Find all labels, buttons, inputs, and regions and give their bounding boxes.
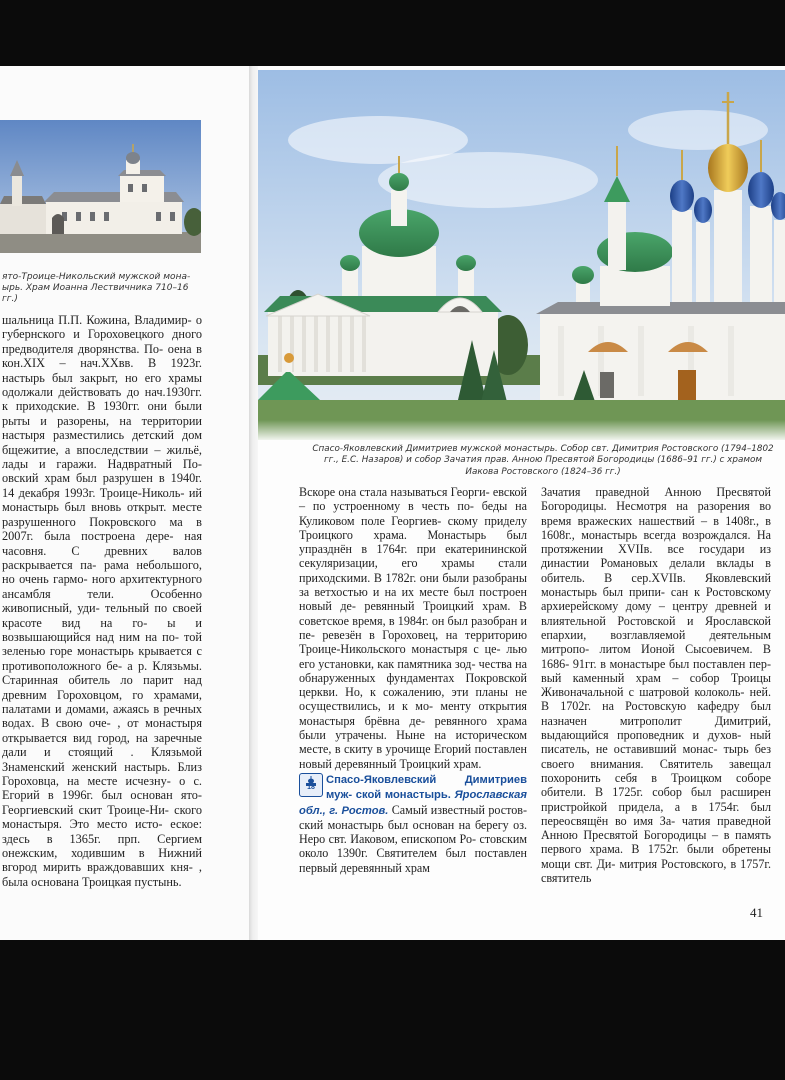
text-column-2 [541, 485, 771, 885]
section-text: Самый известный ростов- ский монастырь был основан на берегу оз. Неро свт. Иаковом, епископом Ро- стовским около 1390г. Святителем был поставлен первый деревянный храм [299, 802, 528, 875]
paragraph: Зачатия праведной Анною Пресвятой Богородицы. Несмотря на разорения во время вражеских нашествий – в 1408г., в 1608г., монастырь всегда возрождался. На протяжении XVIIв. все государи из династии Романовых делали вклады в обитель. В сер.XVIIв. Яковлевский монастырь был припи- сан к Ростовскому архиерейскому дому – центру древней и влиятельной Ростовской и Ярославской епархии, возглавляемой деятельным митропо- литом Ионой Сысоевичем. В 1686- 91гг. в монастыре был поставлен пер- вый каменный храм – собор Троицы Живоначальной с шатровой колоколь- ней. В 1702г. на Ростовскую кафедру был назначен митрополит Димитрий, выдающийся проповедник и духов- ный писатель, не оставивший монас- тырь без своего внимания. Святитель завещал похоронить себя в Троицком соборе обители. В 1725г. собор был расширен пристройкой придела, а в 1754г. был переосвящён во имя За- чатия праведной Анною Пресвятой Богородицы – в память первого храма. В 1752г. были обретены мощи свт. Ди- митрия Ростовского, в 1757г. святитель [541, 485, 771, 886]
paragraph: Вскоре она стала называться Георги- евской – по устроенному в честь по- беды на Куликовом поле Георгиев- скому приделу Троицкого храма. Монастырь был упразднён в 1764г. при екатерининской секуляризации, его храмы стали приходскими. В 1782г. они были разобраны за ветхостью и на их месте был построен новый де- ревянный Троицкий храм. В советское время, в 1984г. он был разобран и пе- ревезён в Гороховец, на территорию Троице-Никольского монастыря с це- лью его установки, как памятника зод- чества на обнаруженных фундаментах Покровской церкви. Но, к сожалению, эти планы не осуществились, и к мо- менту открытия монастыря брёвна де- ревянного храма были утрачены. Ныне на историческом месте, в скиту в урочище Егорий поставлен новый деревянный Троицкий храм. [299, 485, 527, 771]
photo-caption: ято-Троице-Никольский мужской мона- ырь. Храм Иоанна Лествичника 710–16 гг.) [2, 272, 191, 304]
right-page [258, 66, 785, 940]
church-photo [0, 120, 201, 253]
page-gutter [249, 66, 258, 940]
section-paragraph [299, 772, 527, 875]
monastery-photo [258, 70, 785, 440]
text-column-1 [299, 485, 527, 875]
section-location: Ярославская обл., г. Ростов. [299, 789, 527, 817]
left-page [0, 66, 249, 940]
page-number: 41 [750, 905, 763, 920]
body-text [2, 313, 202, 889]
monastery-number-badge: 18 [299, 773, 323, 797]
photo-caption: Спасо-Яковлевский Димитриев мужской монастырь. Собор свт. Димитрия Ростовского (1794–1802 гг., Е.С. Назаров) и собор Зачатия прав. Анною Пресвятой Богородицы (1686–91 гг.) с храмом Иакова Ростовского (1824–36 гг.) [312, 444, 774, 477]
section-heading: Спасо-Яковлевский Димитриев муж- ской монастырь. [326, 773, 527, 802]
paragraph: шальница П.П. Кожина, Владимир- о губернского и Гороховецкого дного предводителя дворянства. По- оена в кон.XIX – нач.XXвв. В 1923г. настырь был закрыт, но его храмы одолжали действовать до нач.1930гг. к приходские. В 1930гг. они были рыты и разорены, на территории настыря разместились детский дом бщежитие, а впоследствии – жильё, лады и гаражи. Надвратный По- овский храм был разрушен в 1940г. 14 декабря 1993г. Троице-Николь- ий монастырь был вновь открыт. месте разрушенного Покровского ма в 2007г. была построена дере- ная часовня. С древних валов раскрывается па- рама небольшого, но очень гармо- ного архитектурного ансамбля тели. Особенно живописный, уди- тельный по своей красоте вид на го- ы и возвышающийся над ним на по- той зеленью горе монастырь крывается с противоположного бе- а р. Клязьмы. Старинная обитель ло парит над древним Гороховцом, го храмами, палатами и домами, ажаясь в речных водах. В свою оче- , от монастыря открывается вид город, на заречные дали и стоящий . Клязьмой Знаменский женский настырь. Близ Гороховца, на месте исчезну- о с. Егорий в 1996г. был основан ято-Георгиевский скит Троице-Ни- ского монастыря. Это место исто- еское: здесь в 1365г. прп. Сергием онежским, ходившим в Нижний вгород мирить враждовавших кня- , была основана Троицкая пустынь. [2, 313, 202, 889]
